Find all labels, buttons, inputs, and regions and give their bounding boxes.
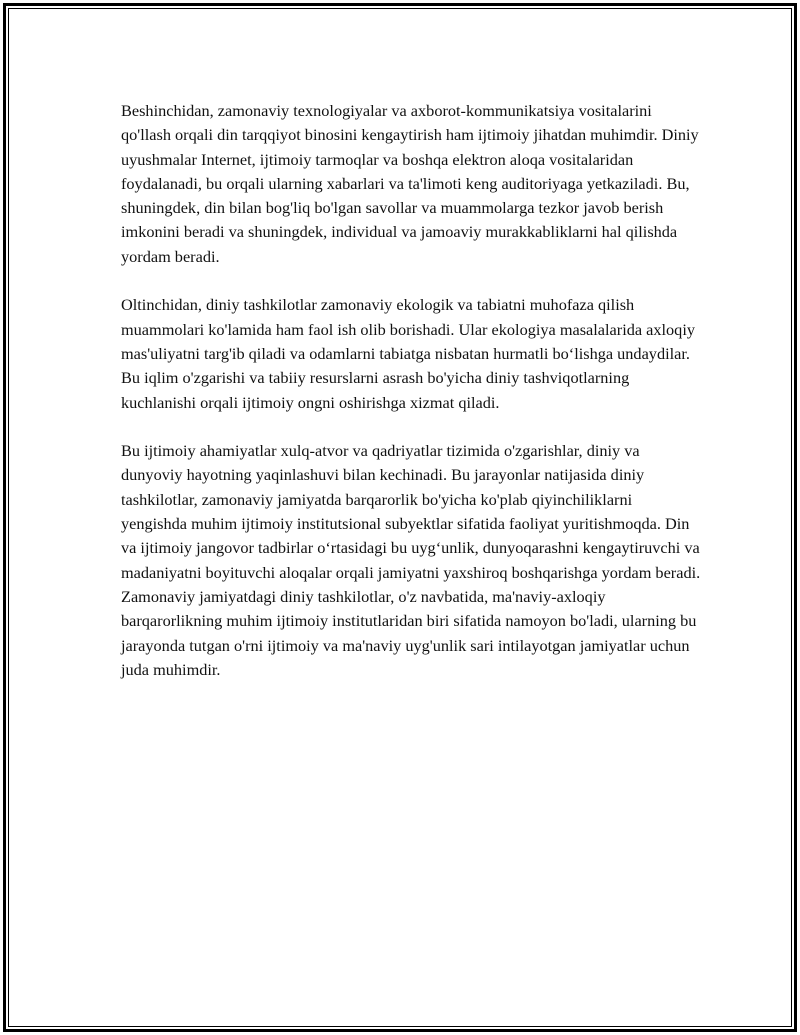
paragraph-3: Bu ijtimoiy ahamiyatlar xulq-atvor va qadriyatlar tizimida o'zgarishlar, diniy va dunyoviy hayotning yaqinlashuvi bilan kechinadi. Bu jarayonlar natijasida diniy tashkilotlar, zamonaviy jamiyatda barqarorlik bo'yicha ko'plab qiyinchiliklarni yengishda muhim ijtimoiy institutsional subyektlar sifatida faoliyat yuritishmoqda. Din va ijtimoiy jangovor tadbirlar o‘rtasidagi bu uyg‘unlik, dunyoqarashni kengaytiruvchi va madaniyatni boyituvchi aloqalar orqali jamiyatni yaxshiroq boshqarishga yordam beradi. Zamonaviy jamiyatdagi diniy tashkilotlar, o'z navbatida, ma'naviy-axloqiy barqarorlikning muhim ijtimoiy institutlaridan biri sifatida namoyon bo'ladi, ularning bu jarayonda tutgan o'rni ijtimoiy va ma'naviy uyg'unlik sari intilayotgan jamiyatlar uchun juda muhimdir. xyxy=(121,441,701,679)
page-border xyxy=(3,3,797,1032)
document-body xyxy=(121,99,701,706)
paragraph-2: Oltinchidan, diniy tashkilotlar zamonaviy ekologik va tabiatni muhofaza qilish muammolari ko'lamida ham faol ish olib borishadi. Ular ekologiya masalalarida axloqiy mas'uliyatni targ'ib qiladi va odamlarni tabiatga nisbatan hurmatli bo‘lishga undaydilar. Bu iqlim o'zgarishi va tabiiy resurslarni asrash bo'yicha diniy tashviqotlarning kuchlanishi orqali ijtimoiy ongni oshirishga xizmat qiladi. xyxy=(121,295,695,412)
paragraph-1: Beshinchidan, zamonaviy texnologiyalar va axborot-kommunikatsiya vositalarini qo'llash orqali din tarqqiyot binosini kengaytirish ham ijtimoiy jihatdan muhimdir. Diniy uyushmalar Internet, ijtimoiy tarmoqlar va boshqa elektron aloqa vositalaridan foydalanadi, bu orqali ularning xabarlari va ta'limoti keng auditoriyaga yetkaziladi. Bu, shuningdek, din bilan bog'liq bo'lgan savollar va muammolarga tezkor javob berish imkonini beradi va shuningdek, individual va jamoaviy murakkabliklarni hal qilishda yordam beradi. xyxy=(121,101,699,266)
